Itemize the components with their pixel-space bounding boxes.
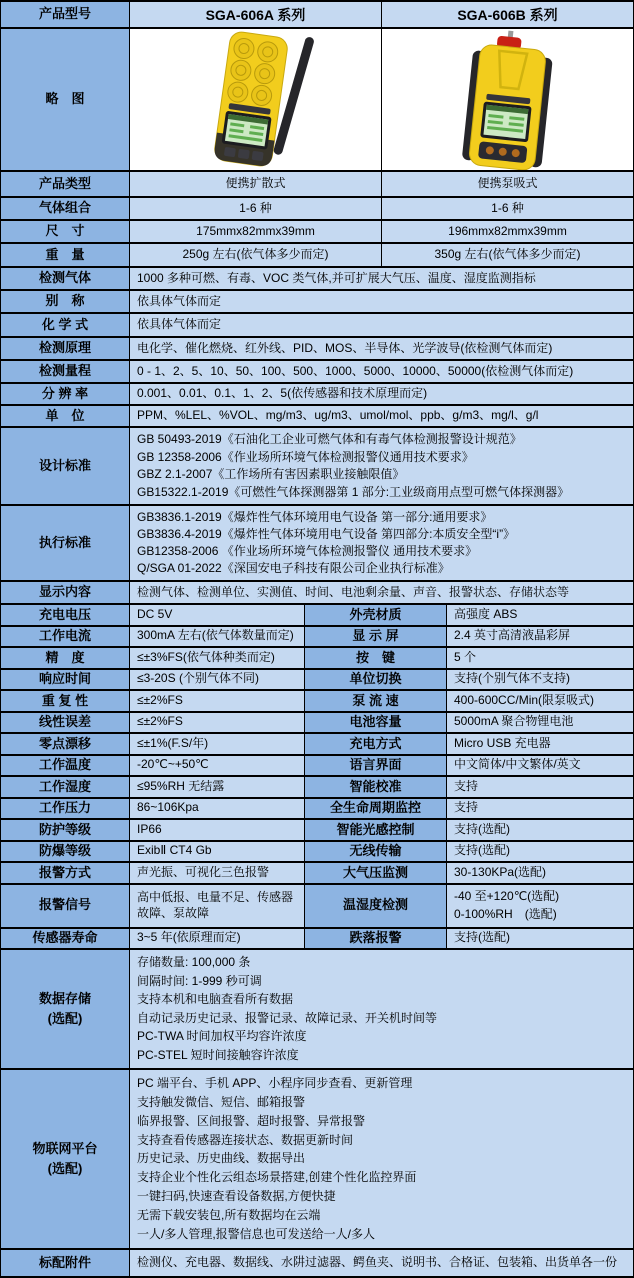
row-value: 检测气体、检测单位、实测值、时间、电池剩余量、声音、报警状态、存储状态等 <box>130 582 634 605</box>
spec-label: 泵 流 速 <box>305 691 447 713</box>
execution-standards-list <box>130 506 634 582</box>
value-a: 175mmx82mmx39mm <box>130 221 382 244</box>
spec-label: 线性误差 <box>1 713 130 735</box>
sketch-label: 略 图 <box>1 29 130 172</box>
spec-label: 智能校准 <box>305 777 447 799</box>
spec-row <box>1 863 634 885</box>
spec-row <box>1 605 634 627</box>
row-label-line: (选配) <box>47 1160 83 1176</box>
storage-line: 支持本机和电脑查看所有数据 <box>137 992 294 1007</box>
accessories-row <box>1 1250 634 1278</box>
spec-value: Micro USB 充电器 <box>447 734 634 756</box>
header-series-b: SGA-606B 系列 <box>382 2 634 29</box>
row-label: 执行标准 <box>1 506 130 582</box>
row-value: 0.001、0.01、0.1、1、2、5(依传感器和技术原理而定) <box>130 384 634 406</box>
row-value: 电化学、催化燃烧、红外线、PID、MOS、半导体、光学波导(依检测气体而定) <box>130 338 634 361</box>
storage-line: PC-TWA 时间加权平均容许浓度 <box>137 1029 307 1044</box>
spec-value: 支持 <box>447 777 634 799</box>
spec-label: 温湿度检测 <box>305 885 447 929</box>
spec-value: 声光振、可视化三色报警 <box>130 863 305 885</box>
row-label: 检测原理 <box>1 338 130 361</box>
value-a: 便携扩散式 <box>130 172 382 198</box>
storage-line: PC-STEL 短时间接触容许浓度 <box>137 1047 299 1062</box>
spec-row <box>1 885 634 929</box>
table-row <box>1 244 634 268</box>
storage-line: 自动记录历史记录、报警记录、故障记录、开关机时间等 <box>137 1010 438 1025</box>
spec-label: 工作压力 <box>1 799 130 821</box>
spec-label: 传感器寿命 <box>1 929 130 951</box>
table-row <box>1 291 634 314</box>
spec-label: 重 复 性 <box>1 691 130 713</box>
button <box>223 146 235 156</box>
iot-platform-row <box>1 1070 634 1250</box>
row-label: 单 位 <box>1 406 130 428</box>
standard-line: GB3836.1-2019《爆炸性气体环境用电气设备 第一部分:通用要求》 <box>137 510 493 524</box>
sketch-row <box>1 29 634 172</box>
spec-value: -20℃~+50℃ <box>130 756 305 778</box>
spec-row <box>1 691 634 713</box>
spec-value: DC 5V <box>130 605 305 627</box>
sga-606b-product-image <box>382 29 634 172</box>
iot-line: 支持企业个性化云组态场景搭建,创建个性化监控界面 <box>137 1170 417 1185</box>
table-row <box>1 198 634 221</box>
spec-label: 报警方式 <box>1 863 130 885</box>
execution-standards-row <box>1 506 634 582</box>
spec-label: 工作温度 <box>1 756 130 778</box>
row-label: 设计标准 <box>1 428 130 506</box>
row-label: 标配附件 <box>1 1250 130 1278</box>
spec-value: 中文简体/中文繁体/英文 <box>447 756 634 778</box>
standard-line: GBZ 2.1-2007《工作场所有害因素职业接触限值》 <box>137 467 405 482</box>
iot-line: 支持触发微信、短信、邮箱报警 <box>137 1094 306 1109</box>
row-value: 1000 多种可燃、有毒、VOC 类气体,并可扩展大气压、温度、湿度监测指标 <box>130 268 634 291</box>
header-series-a: SGA-606A 系列 <box>130 2 382 29</box>
spec-row <box>1 734 634 756</box>
value-b: 350g 左右(依气体多少而定) <box>382 244 634 268</box>
spec-row <box>1 820 634 842</box>
spec-label: 充电电压 <box>1 605 130 627</box>
spec-label: 全生命周期监控 <box>305 799 447 821</box>
spec-row <box>1 670 634 692</box>
iot-line: 临界报警、区间报警、超时报警、异常报警 <box>137 1113 366 1128</box>
spec-row <box>1 842 634 864</box>
header-model-label: 产品型号 <box>1 2 130 29</box>
data-storage-row <box>1 950 634 1070</box>
sga-606a-product-image <box>130 29 382 172</box>
spec-value: 400-600CC/Min(限泵吸式) <box>447 691 634 713</box>
spec-value: ≤3-20S (个别气体不同) <box>130 670 305 692</box>
spec-row <box>1 627 634 649</box>
spec-value-line: -40 至+120℃(选配) <box>454 889 560 904</box>
spec-value: 5000mA 聚合物锂电池 <box>447 713 634 735</box>
iot-line: 支持查看传感器连接状态、数据更新时间 <box>137 1132 354 1147</box>
iot-line: 一键扫码,快速查看设备数据,方便快捷 <box>137 1189 336 1204</box>
row-label <box>1 1070 130 1250</box>
spec-value: ≤±2%FS <box>130 691 305 713</box>
spec-value <box>447 885 634 929</box>
spec-row <box>1 929 634 951</box>
spec-value: ≤95%RH 无结露 <box>130 777 305 799</box>
row-value: 依具体气体而定 <box>130 314 634 338</box>
spec-value: 高中低报、电量不足、传感器故障、泵故障 <box>130 885 305 929</box>
standard-line: Q/SGA 01-2022《深国安电子科技有限公司企业执行标准》 <box>137 561 450 575</box>
spec-label: 外壳材质 <box>305 605 447 627</box>
device-b-illustration <box>408 30 608 170</box>
spec-label: 跌落报警 <box>305 929 447 951</box>
spec-row <box>1 713 634 735</box>
spec-label: 工作电流 <box>1 627 130 649</box>
row-label <box>1 950 130 1070</box>
row-label: 气体组合 <box>1 198 130 221</box>
table-row <box>1 384 634 406</box>
row-value: 0 - 1、2、5、10、50、100、500、1000、5000、10000、50000(依检测气体而定) <box>130 361 634 384</box>
row-label: 检测气体 <box>1 268 130 291</box>
header-row <box>1 2 634 29</box>
spec-value: 5 个 <box>447 648 634 670</box>
spec-value: 2.4 英寸高清液晶彩屏 <box>447 627 634 649</box>
spec-label: 响应时间 <box>1 670 130 692</box>
row-label: 别 称 <box>1 291 130 314</box>
value-b: 便携泵吸式 <box>382 172 634 198</box>
spec-value: 86~106Kpa <box>130 799 305 821</box>
standard-line: GB3836.4-2019《爆炸性气体环境用电气设备 第四部分:本质安全型“i”》 <box>137 527 516 541</box>
spec-value: 支持(选配) <box>447 820 634 842</box>
spec-value: 支持(选配) <box>447 929 634 951</box>
spec-label: 充电方式 <box>305 734 447 756</box>
row-label-line: 物联网平台 <box>32 1141 98 1157</box>
spec-label: 智能光感控制 <box>305 820 447 842</box>
display-content-row <box>1 582 634 605</box>
design-standards-list <box>130 428 634 506</box>
spec-row <box>1 777 634 799</box>
spec-value: 高强度 ABS <box>447 605 634 627</box>
table-row <box>1 172 634 198</box>
standard-line: GB15322.1-2019《可燃性气体探测器第 1 部分:工业级商用点型可燃气体探测器》 <box>137 484 570 499</box>
row-label: 显示内容 <box>1 582 130 605</box>
spec-label: 按 键 <box>305 648 447 670</box>
storage-line: 间隔时间: 1-999 秒可调 <box>137 973 262 988</box>
table-row <box>1 406 634 428</box>
table-row <box>1 268 634 291</box>
row-label: 化 学 式 <box>1 314 130 338</box>
spec-value: ExibⅡ CT4 Gb <box>130 842 305 864</box>
iot-feature-list <box>130 1070 634 1250</box>
table-row <box>1 314 634 338</box>
iot-line: 无需下载安装包,所有数据均在云端 <box>137 1208 321 1223</box>
spec-label: 显 示 屏 <box>305 627 447 649</box>
value-b: 1-6 种 <box>382 198 634 221</box>
row-value: 依具体气体而定 <box>130 291 634 314</box>
iot-line: PC 端平台、手机 APP、小程序同步查看、更新管理 <box>137 1075 413 1090</box>
spec-label: 防爆等级 <box>1 842 130 864</box>
standard-line: GB 50493-2019《石油化工企业可燃气体和有毒气体检测报警设计规范》 <box>137 432 522 447</box>
value-a: 1-6 种 <box>130 198 382 221</box>
row-label-line: 数据存储 <box>38 991 91 1007</box>
spec-value: 支持(选配) <box>447 842 634 864</box>
storage-line: 存储数量: 100,000 条 <box>137 955 251 970</box>
row-label: 产品类型 <box>1 172 130 198</box>
table-row <box>1 361 634 384</box>
row-value: 检测仪、充电器、数据线、水阱过滤器、鳄鱼夹、说明书、合格证、包装箱、出货单各一份 <box>130 1250 634 1278</box>
spec-value-line: 0-100%RH (选配) <box>454 906 557 921</box>
spec-value: IP66 <box>130 820 305 842</box>
row-label: 检测量程 <box>1 361 130 384</box>
standard-line: GB 12358-2006《作业场所环境气体检测报警仪通用技术要求》 <box>137 449 474 464</box>
spec-value: ≤±1%(F.S/年) <box>130 734 305 756</box>
table-row <box>1 338 634 361</box>
spec-value: ≤±3%FS(依气体种类而定) <box>130 648 305 670</box>
spec-label: 报警信号 <box>1 885 130 929</box>
spec-label: 电池容量 <box>305 713 447 735</box>
spec-label: 语言界面 <box>305 756 447 778</box>
spec-label: 零点漂移 <box>1 734 130 756</box>
spec-value: 支持(个别气体不支持) <box>447 670 634 692</box>
button <box>237 148 249 158</box>
spec-row <box>1 756 634 778</box>
value-b: 196mmx82mmx39mm <box>382 221 634 244</box>
spec-row <box>1 799 634 821</box>
row-label-line: (选配) <box>47 1010 83 1026</box>
table-row <box>1 221 634 244</box>
row-label: 重 量 <box>1 244 130 268</box>
value-a: 250g 左右(依气体多少而定) <box>130 244 382 268</box>
spec-value: 30-130KPa(选配) <box>447 863 634 885</box>
spec-value: 3~5 年(依原理而定) <box>130 929 305 951</box>
spec-label: 精 度 <box>1 648 130 670</box>
data-storage-list <box>130 950 634 1070</box>
spec-value: 300mA 左右(依气体数量而定) <box>130 627 305 649</box>
button <box>251 150 263 160</box>
iot-line: 一人/多人管理,报警信息也可发送给一人/多人 <box>137 1227 376 1242</box>
spec-value: ≤±2%FS <box>130 713 305 735</box>
spec-row <box>1 648 634 670</box>
design-standards-row <box>1 428 634 506</box>
spec-label: 工作湿度 <box>1 777 130 799</box>
row-label: 尺 寸 <box>1 221 130 244</box>
spec-value: 支持 <box>447 799 634 821</box>
spec-label: 防护等级 <box>1 820 130 842</box>
spec-label: 单位切换 <box>305 670 447 692</box>
spec-label: 大气压监测 <box>305 863 447 885</box>
row-value: PPM、%LEL、%VOL、mg/m3、ug/m3、umol/mol、ppb、g/m3、mg/l、g/l <box>130 406 634 428</box>
spec-label: 无线传输 <box>305 842 447 864</box>
row-label: 分 辨 率 <box>1 384 130 406</box>
standard-line: GB12358-2006 《作业场所环境气体检测报警仪 通用技术要求》 <box>137 544 478 558</box>
device-a-illustration <box>156 31 356 169</box>
iot-line: 历史记录、历史曲线、数据导出 <box>137 1151 306 1166</box>
